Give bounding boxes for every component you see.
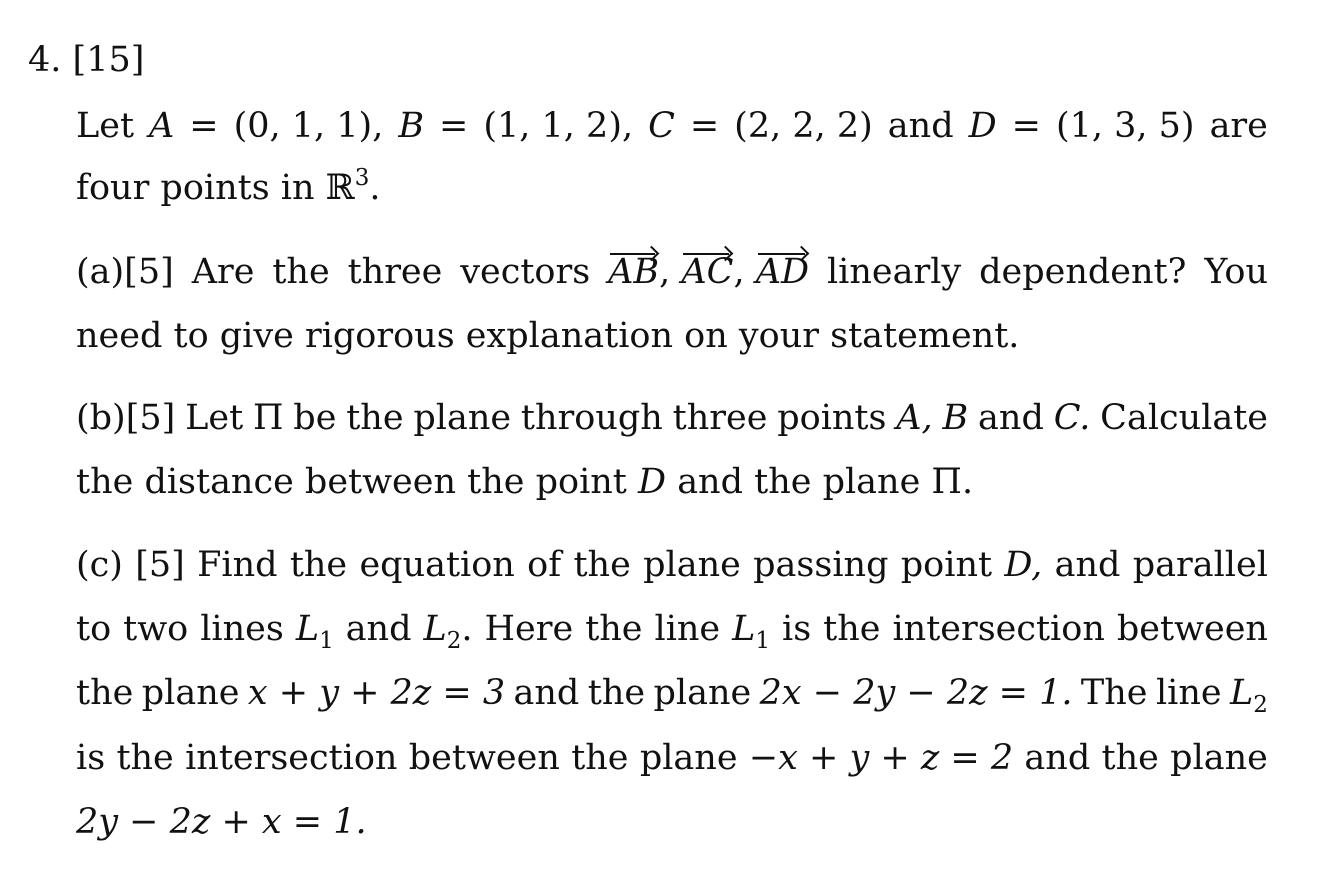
plane-equation-4: 2y − 2z + x = 1. [76,802,367,842]
part-a-line-2: need to give rigorous explanation on your statement. [76,316,1020,356]
part-c-word: line [1155,673,1222,713]
equals-sign: = [1011,106,1041,146]
part-b-word: Calculate [1100,398,1268,438]
part-c-word: the [587,673,646,713]
point-c-coords: (2, 2, 2) [734,106,873,146]
point-a-coords: (0, 1, 1), [233,106,384,146]
point-a-label: A [149,106,175,146]
part-c-word: between [1116,609,1268,649]
part-b-text: and the plane Π. [666,462,974,502]
part-c-label: (c) [76,545,123,585]
part-b-label: (b)[5] [76,398,176,438]
plane-equation-2: 2x − 2y − 2z = 1. [759,673,1073,713]
part-a-word: vectors [460,252,591,292]
part-c-word: line [654,609,721,649]
part-c-word: equation [359,545,515,585]
line-l2-label [424,607,473,655]
part-c-word: and [1054,545,1121,585]
part-b-word: be [293,398,337,438]
line-l1-label [732,607,770,655]
part-c-word: the [571,738,629,778]
part-c-word: intersection [892,609,1105,649]
part-c-word: the [116,738,174,778]
part-c-word: plane [639,738,738,778]
part-b-word: plane [413,398,512,438]
equals-sign: = [189,106,219,146]
part-b-line-1 [76,396,1268,440]
part-c-word: intersection [185,738,398,778]
part-c-word: lines [200,609,284,649]
point-b-coords: (1, 1, 2), [483,106,634,146]
part-a-word: linearly [826,252,962,292]
part-b-line-2 [76,460,973,504]
point-b-label: B [398,106,425,146]
intro-line-1 [76,104,1268,148]
part-c-word: the [585,609,643,649]
part-c-word: plane [141,673,240,713]
line-letter: L [732,609,756,649]
plane-pi-symbol: Π [252,398,284,438]
intro-text: four points in [76,168,326,208]
point-d-coords: (1, 3, 5) [1055,106,1195,146]
real-space-symbol: ℝ [325,168,355,208]
part-b-word: points [777,398,887,438]
part-c-word: between [408,738,560,778]
line-subscript: 2 [1253,692,1268,718]
part-c-word: is [782,609,812,649]
line-subscript: 1 [755,628,771,654]
part-c-word: and [513,673,580,713]
part-b-word: and [978,398,1044,438]
part-a-word: You [1204,252,1268,292]
part-b-word: through [520,398,663,438]
part-c-word: the [573,545,631,585]
point-a-label: A, [896,398,933,438]
vector-ac: AC [681,252,734,292]
intro-word: are [1209,106,1268,146]
vector-list: AB, AC, AD [608,252,810,292]
part-c-word: The [1080,673,1148,713]
line-l1-label [296,607,334,655]
part-c-word: plane [653,673,752,713]
line-subscript: 2 [446,628,462,654]
plane-equation-1: x + y + 2z = 3 [247,673,506,713]
part-c-word: plane [1170,738,1268,778]
part-c-word: the [823,609,881,649]
point-d-label: D, [1004,545,1043,585]
part-c-word: the [76,673,134,713]
part-b-word: Let [185,398,244,438]
point-c-label: C. [1053,398,1091,438]
line-l2-label [1230,671,1268,719]
part-a-line-1 [76,250,1268,294]
point-d-label: D [638,462,667,502]
part-c-word: plane [643,545,741,585]
line-letter: L [423,609,447,649]
part-c-word: the [289,545,348,585]
problem-points: [15] [72,40,145,80]
period: . [369,168,381,208]
equals-sign: = [439,106,469,146]
part-c-line-3 [76,671,1268,719]
part-c-word: and [1024,738,1091,778]
problem-number: 4. [28,40,62,80]
vector-ab: AB [608,252,660,292]
part-c-line-1 [76,543,1268,587]
part-b-text: the distance between the point [76,462,638,502]
part-c-word: the [1101,738,1159,778]
plane-equation-3: −x + y + z = 2 [748,738,1014,778]
part-b-word: the [346,398,404,438]
part-c-word: parallel [1132,545,1268,585]
period: . [461,609,473,649]
line-letter: L [1230,673,1254,713]
intro-word: and [887,106,954,146]
part-a-word: Are [191,252,255,292]
part-c-word: to [76,609,112,649]
intro-line-2 [76,166,381,214]
part-c-word: passing [753,545,889,585]
problem-header [28,38,144,82]
part-a-label: (a)[5] [76,252,174,292]
part-c-word: Here [484,609,574,649]
intro-word: Let [76,106,135,146]
part-c-word: Find [197,545,278,585]
part-a-word: dependent? [979,252,1187,292]
dimension-exponent: 3 [354,165,370,191]
part-c-word: of [527,545,562,585]
line-letter: L [295,609,320,649]
part-c-word: point [900,545,993,585]
line-subscript: 1 [319,628,334,654]
part-c-word: and [345,609,412,649]
point-c-label: C [648,106,675,146]
part-c-word: two [123,609,189,649]
point-b-label: B [942,398,969,438]
part-a-word: three [347,252,443,292]
part-a-word: the [272,252,330,292]
point-d-label: D [968,106,997,146]
part-c-word: is [76,738,106,778]
part-c-line-2 [76,607,1268,655]
equals-sign: = [689,106,720,146]
part-c-line-4 [76,736,1268,780]
vector-ad: AD [755,252,810,292]
part-b-word: three [672,398,768,438]
part-c-points: [5] [135,545,185,585]
